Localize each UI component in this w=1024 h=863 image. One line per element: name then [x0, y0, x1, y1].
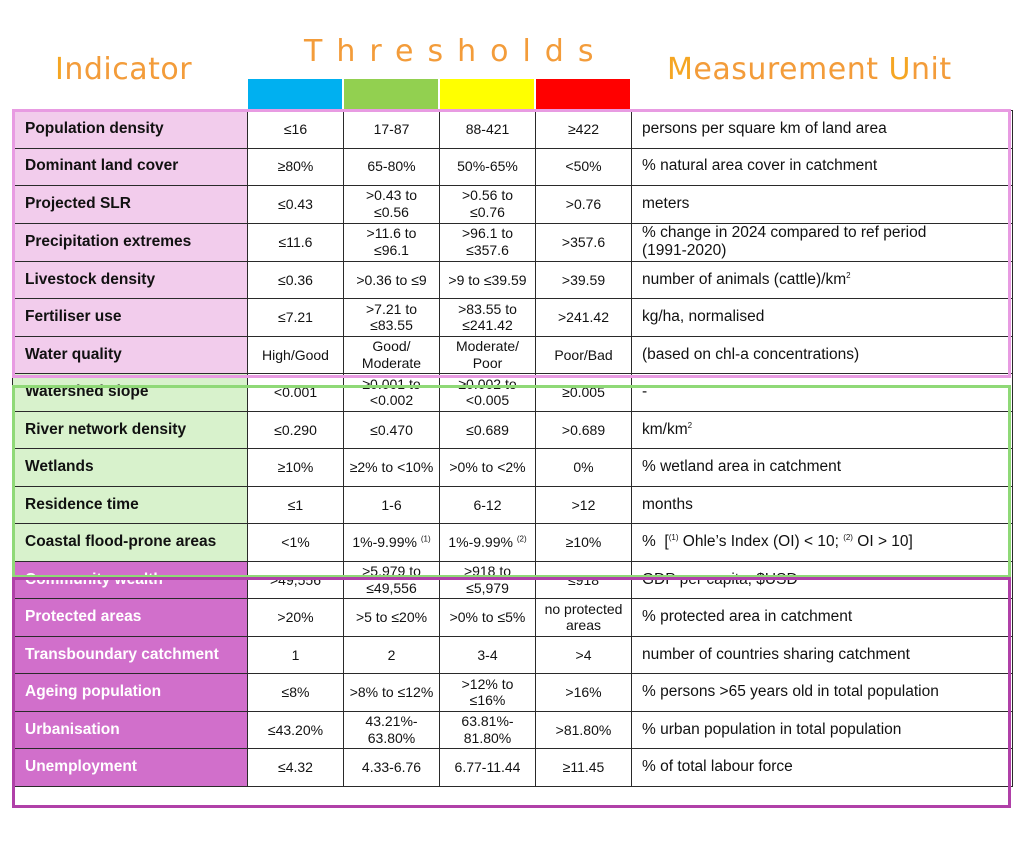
table-header — [0, 0, 1024, 110]
threshold-3-line1: >83.55 to — [458, 300, 517, 317]
threshold-3-line2: 81.80% — [463, 729, 512, 746]
measurement-unit-heading: Measurement Unit — [667, 52, 952, 87]
threshold-3: 3-4 — [440, 636, 536, 674]
threshold-swatch-yellow — [440, 79, 534, 109]
threshold-swatch-red — [536, 79, 630, 109]
footnote-marker: (1) — [420, 534, 431, 544]
measurement-unit-line1: % change in 2024 compared to ref period — [642, 223, 927, 241]
indicator-name: River network density — [13, 411, 248, 449]
measurement-unit-part2: Ohle’s Index (OI) < 10; — [678, 533, 844, 551]
threshold-3-line2: Poor — [472, 354, 503, 371]
indicator-name: Protected areas — [13, 599, 248, 637]
measurement-unit: % persons >65 years old in total population — [632, 674, 1013, 712]
threshold-3-line2: ≤16% — [469, 692, 506, 709]
table-row — [13, 299, 1013, 337]
threshold-4: ≤918 — [536, 561, 632, 599]
measurement-unit-part1: % [ — [642, 533, 669, 551]
threshold-4: ≥10% — [536, 524, 632, 562]
footnote-marker: (2) — [516, 534, 527, 544]
threshold-1: ≤0.36 — [248, 261, 344, 299]
threshold-2-line2: ≤96.1 — [374, 242, 409, 259]
thresholds-heading: Thresholds — [304, 34, 608, 69]
indicator-name: Projected SLR — [13, 186, 248, 224]
table-row — [13, 486, 1013, 524]
threshold-2-line2: 63.80% — [367, 729, 416, 746]
threshold-4: Poor/Bad — [536, 336, 632, 374]
threshold-2-line2: <0.002 — [369, 392, 414, 409]
threshold-2-line2: ≤0.56 — [374, 204, 409, 221]
measurement-unit: % wetland area in catchment — [632, 449, 1013, 487]
indicator-name: Precipitation extremes — [13, 223, 248, 261]
threshold-3 — [440, 186, 536, 224]
threshold-2 — [344, 299, 440, 337]
measurement-unit-part3: OI > 10] — [852, 533, 913, 551]
threshold-3-line1: >918 to — [463, 563, 512, 580]
measurement-unit: (based on chl-a concentrations) — [632, 336, 1013, 374]
table-row — [13, 261, 1013, 299]
threshold-2: ≥2% to <10% — [344, 449, 440, 487]
table-row — [13, 148, 1013, 186]
measurement-unit — [632, 411, 1013, 449]
threshold-3-line1: ≥0.002 to — [458, 375, 517, 392]
threshold-3-line1: 63.81%- — [461, 713, 514, 730]
table-row — [13, 524, 1013, 562]
threshold-3 — [440, 674, 536, 712]
measurement-unit: number of countries sharing catchment — [632, 636, 1013, 674]
threshold-3-line2: ≤357.6 — [466, 242, 509, 259]
threshold-swatch-blue — [248, 79, 342, 109]
measurement-unit: % urban population in total population — [632, 711, 1013, 749]
unit-superscript: 2 — [687, 420, 693, 430]
threshold-4-line1: no protected — [544, 600, 623, 617]
threshold-4-line2: areas — [565, 617, 602, 634]
threshold-1: >20% — [248, 599, 344, 637]
threshold-3 — [440, 711, 536, 749]
threshold-2-line1: Good/ — [372, 338, 411, 355]
indicator-name: Unemployment — [13, 749, 248, 787]
threshold-3 — [440, 299, 536, 337]
threshold-3 — [440, 374, 536, 412]
indicator-table — [12, 110, 1013, 787]
threshold-3: ≤0.689 — [440, 411, 536, 449]
threshold-3-line1: Moderate/ — [455, 338, 520, 355]
table-row — [13, 636, 1013, 674]
measurement-unit: - — [632, 374, 1013, 412]
threshold-1: ≥80% — [248, 148, 344, 186]
threshold-3-line1: >12% to — [461, 675, 514, 692]
threshold-4: >39.59 — [536, 261, 632, 299]
threshold-2-line2: ≤83.55 — [370, 317, 413, 334]
indicator-name: Urbanisation — [13, 711, 248, 749]
threshold-4: <50% — [536, 148, 632, 186]
threshold-1: >49,556 — [248, 561, 344, 599]
threshold-4: ≥11.45 — [536, 749, 632, 787]
threshold-4: >4 — [536, 636, 632, 674]
indicator-heading: Indicator — [55, 52, 193, 87]
threshold-2: 17-87 — [344, 111, 440, 149]
measurement-unit: % of total labour force — [632, 749, 1013, 787]
table-row — [13, 449, 1013, 487]
threshold-1: ≤0.290 — [248, 411, 344, 449]
measurement-unit: persons per square km of land area — [632, 111, 1013, 149]
threshold-3-line2: ≤241.42 — [462, 317, 513, 334]
threshold-3 — [440, 223, 536, 261]
threshold-4: >12 — [536, 486, 632, 524]
threshold-1: ≤7.21 — [248, 299, 344, 337]
threshold-3-line1: >0.56 to — [462, 187, 513, 204]
threshold-3-text: 1%-9.99% — [448, 534, 513, 551]
threshold-2-line1: >5,979 to — [362, 563, 421, 580]
threshold-2 — [344, 336, 440, 374]
threshold-2 — [344, 186, 440, 224]
threshold-2: 2 — [344, 636, 440, 674]
threshold-2: >5 to ≤20% — [344, 599, 440, 637]
threshold-2: >8% to ≤12% — [344, 674, 440, 712]
threshold-2 — [344, 374, 440, 412]
threshold-3: 88-421 — [440, 111, 536, 149]
threshold-3-line1: >96.1 to — [462, 225, 513, 242]
threshold-2 — [344, 711, 440, 749]
threshold-4: >16% — [536, 674, 632, 712]
threshold-3: >0% to <2% — [440, 449, 536, 487]
threshold-2-line2: Moderate — [361, 354, 422, 371]
threshold-2: 1-6 — [344, 486, 440, 524]
threshold-1: <0.001 — [248, 374, 344, 412]
threshold-3 — [440, 524, 536, 562]
table-row — [13, 599, 1013, 637]
threshold-2-text: 1%-9.99% — [352, 534, 417, 551]
threshold-3: >9 to ≤39.59 — [440, 261, 536, 299]
measurement-unit: kg/ha, normalised — [632, 299, 1013, 337]
threshold-1: High/Good — [248, 336, 344, 374]
footnote-marker: (1) — [668, 533, 679, 543]
table-row — [13, 186, 1013, 224]
threshold-1: ≤0.43 — [248, 186, 344, 224]
indicator-name: Livestock density — [13, 261, 248, 299]
threshold-2 — [344, 561, 440, 599]
measurement-unit: % natural area cover in catchment — [632, 148, 1013, 186]
measurement-unit-line2: (1991-2020) — [642, 242, 727, 260]
threshold-1: ≤8% — [248, 674, 344, 712]
table-row — [13, 223, 1013, 261]
indicator-name: Water quality — [13, 336, 248, 374]
threshold-2-line1: >7.21 to — [366, 300, 417, 317]
table-row — [13, 374, 1013, 412]
threshold-4: 0% — [536, 449, 632, 487]
threshold-4: >81.80% — [536, 711, 632, 749]
indicator-name: Fertiliser use — [13, 299, 248, 337]
threshold-3 — [440, 561, 536, 599]
table-row — [13, 711, 1013, 749]
indicator-name: Community wealth — [13, 561, 248, 599]
threshold-2-line1: 43.21%- — [365, 713, 418, 730]
threshold-1: ≤11.6 — [248, 223, 344, 261]
threshold-2-line2: ≤49,556 — [366, 579, 417, 596]
table-row — [13, 411, 1013, 449]
measurement-unit-text: number of animals (cattle)/km — [642, 270, 847, 288]
indicator-name: Dominant land cover — [13, 148, 248, 186]
threshold-2: ≤0.470 — [344, 411, 440, 449]
threshold-1: ≤16 — [248, 111, 344, 149]
threshold-4: ≥422 — [536, 111, 632, 149]
measurement-unit: GDP per capita, $USD — [632, 561, 1013, 599]
threshold-3: 6-12 — [440, 486, 536, 524]
threshold-1: ≤43.20% — [248, 711, 344, 749]
threshold-2-line1: ≥0.001 to — [362, 375, 421, 392]
threshold-3-line2: ≤5,979 — [466, 579, 509, 596]
indicator-name: Population density — [13, 111, 248, 149]
threshold-3-line2: <0.005 — [465, 392, 510, 409]
indicator-name: Wetlands — [13, 449, 248, 487]
threshold-1: ≥10% — [248, 449, 344, 487]
indicator-name: Transboundary catchment — [13, 636, 248, 674]
threshold-2 — [344, 524, 440, 562]
indicator-name: Watershed slope — [13, 374, 248, 412]
threshold-4: >357.6 — [536, 223, 632, 261]
threshold-2 — [344, 223, 440, 261]
measurement-unit: meters — [632, 186, 1013, 224]
threshold-swatch-green — [344, 79, 438, 109]
measurement-unit: months — [632, 486, 1013, 524]
measurement-unit — [632, 524, 1013, 562]
threshold-4: >241.42 — [536, 299, 632, 337]
threshold-2-line1: >0.43 to — [366, 187, 417, 204]
threshold-2-line1: >11.6 to — [366, 225, 417, 242]
measurement-unit — [632, 261, 1013, 299]
threshold-2: 4.33-6.76 — [344, 749, 440, 787]
table-row — [13, 111, 1013, 149]
threshold-1: 1 — [248, 636, 344, 674]
threshold-2: >0.36 to ≤9 — [344, 261, 440, 299]
indicator-name: Ageing population — [13, 674, 248, 712]
footnote-marker: (2) — [843, 533, 853, 543]
threshold-1: ≤1 — [248, 486, 344, 524]
threshold-1: ≤4.32 — [248, 749, 344, 787]
table-row — [13, 561, 1013, 599]
threshold-1: <1% — [248, 524, 344, 562]
threshold-2: 65-80% — [344, 148, 440, 186]
threshold-3 — [440, 336, 536, 374]
table-row — [13, 674, 1013, 712]
indicator-name: Coastal flood-prone areas — [13, 524, 248, 562]
threshold-3: >0% to ≤5% — [440, 599, 536, 637]
threshold-3: 6.77-11.44 — [440, 749, 536, 787]
threshold-4 — [536, 599, 632, 637]
threshold-4: >0.76 — [536, 186, 632, 224]
indicator-name: Residence time — [13, 486, 248, 524]
threshold-3-line2: ≤0.76 — [470, 204, 505, 221]
measurement-unit-text: km/km — [642, 420, 688, 438]
threshold-3: 50%-65% — [440, 148, 536, 186]
threshold-4: >0.689 — [536, 411, 632, 449]
table-row — [13, 749, 1013, 787]
threshold-4: ≥0.005 — [536, 374, 632, 412]
measurement-unit: % protected area in catchment — [632, 599, 1013, 637]
unit-superscript: 2 — [846, 270, 851, 280]
table-row — [13, 336, 1013, 374]
measurement-unit — [632, 223, 1013, 261]
